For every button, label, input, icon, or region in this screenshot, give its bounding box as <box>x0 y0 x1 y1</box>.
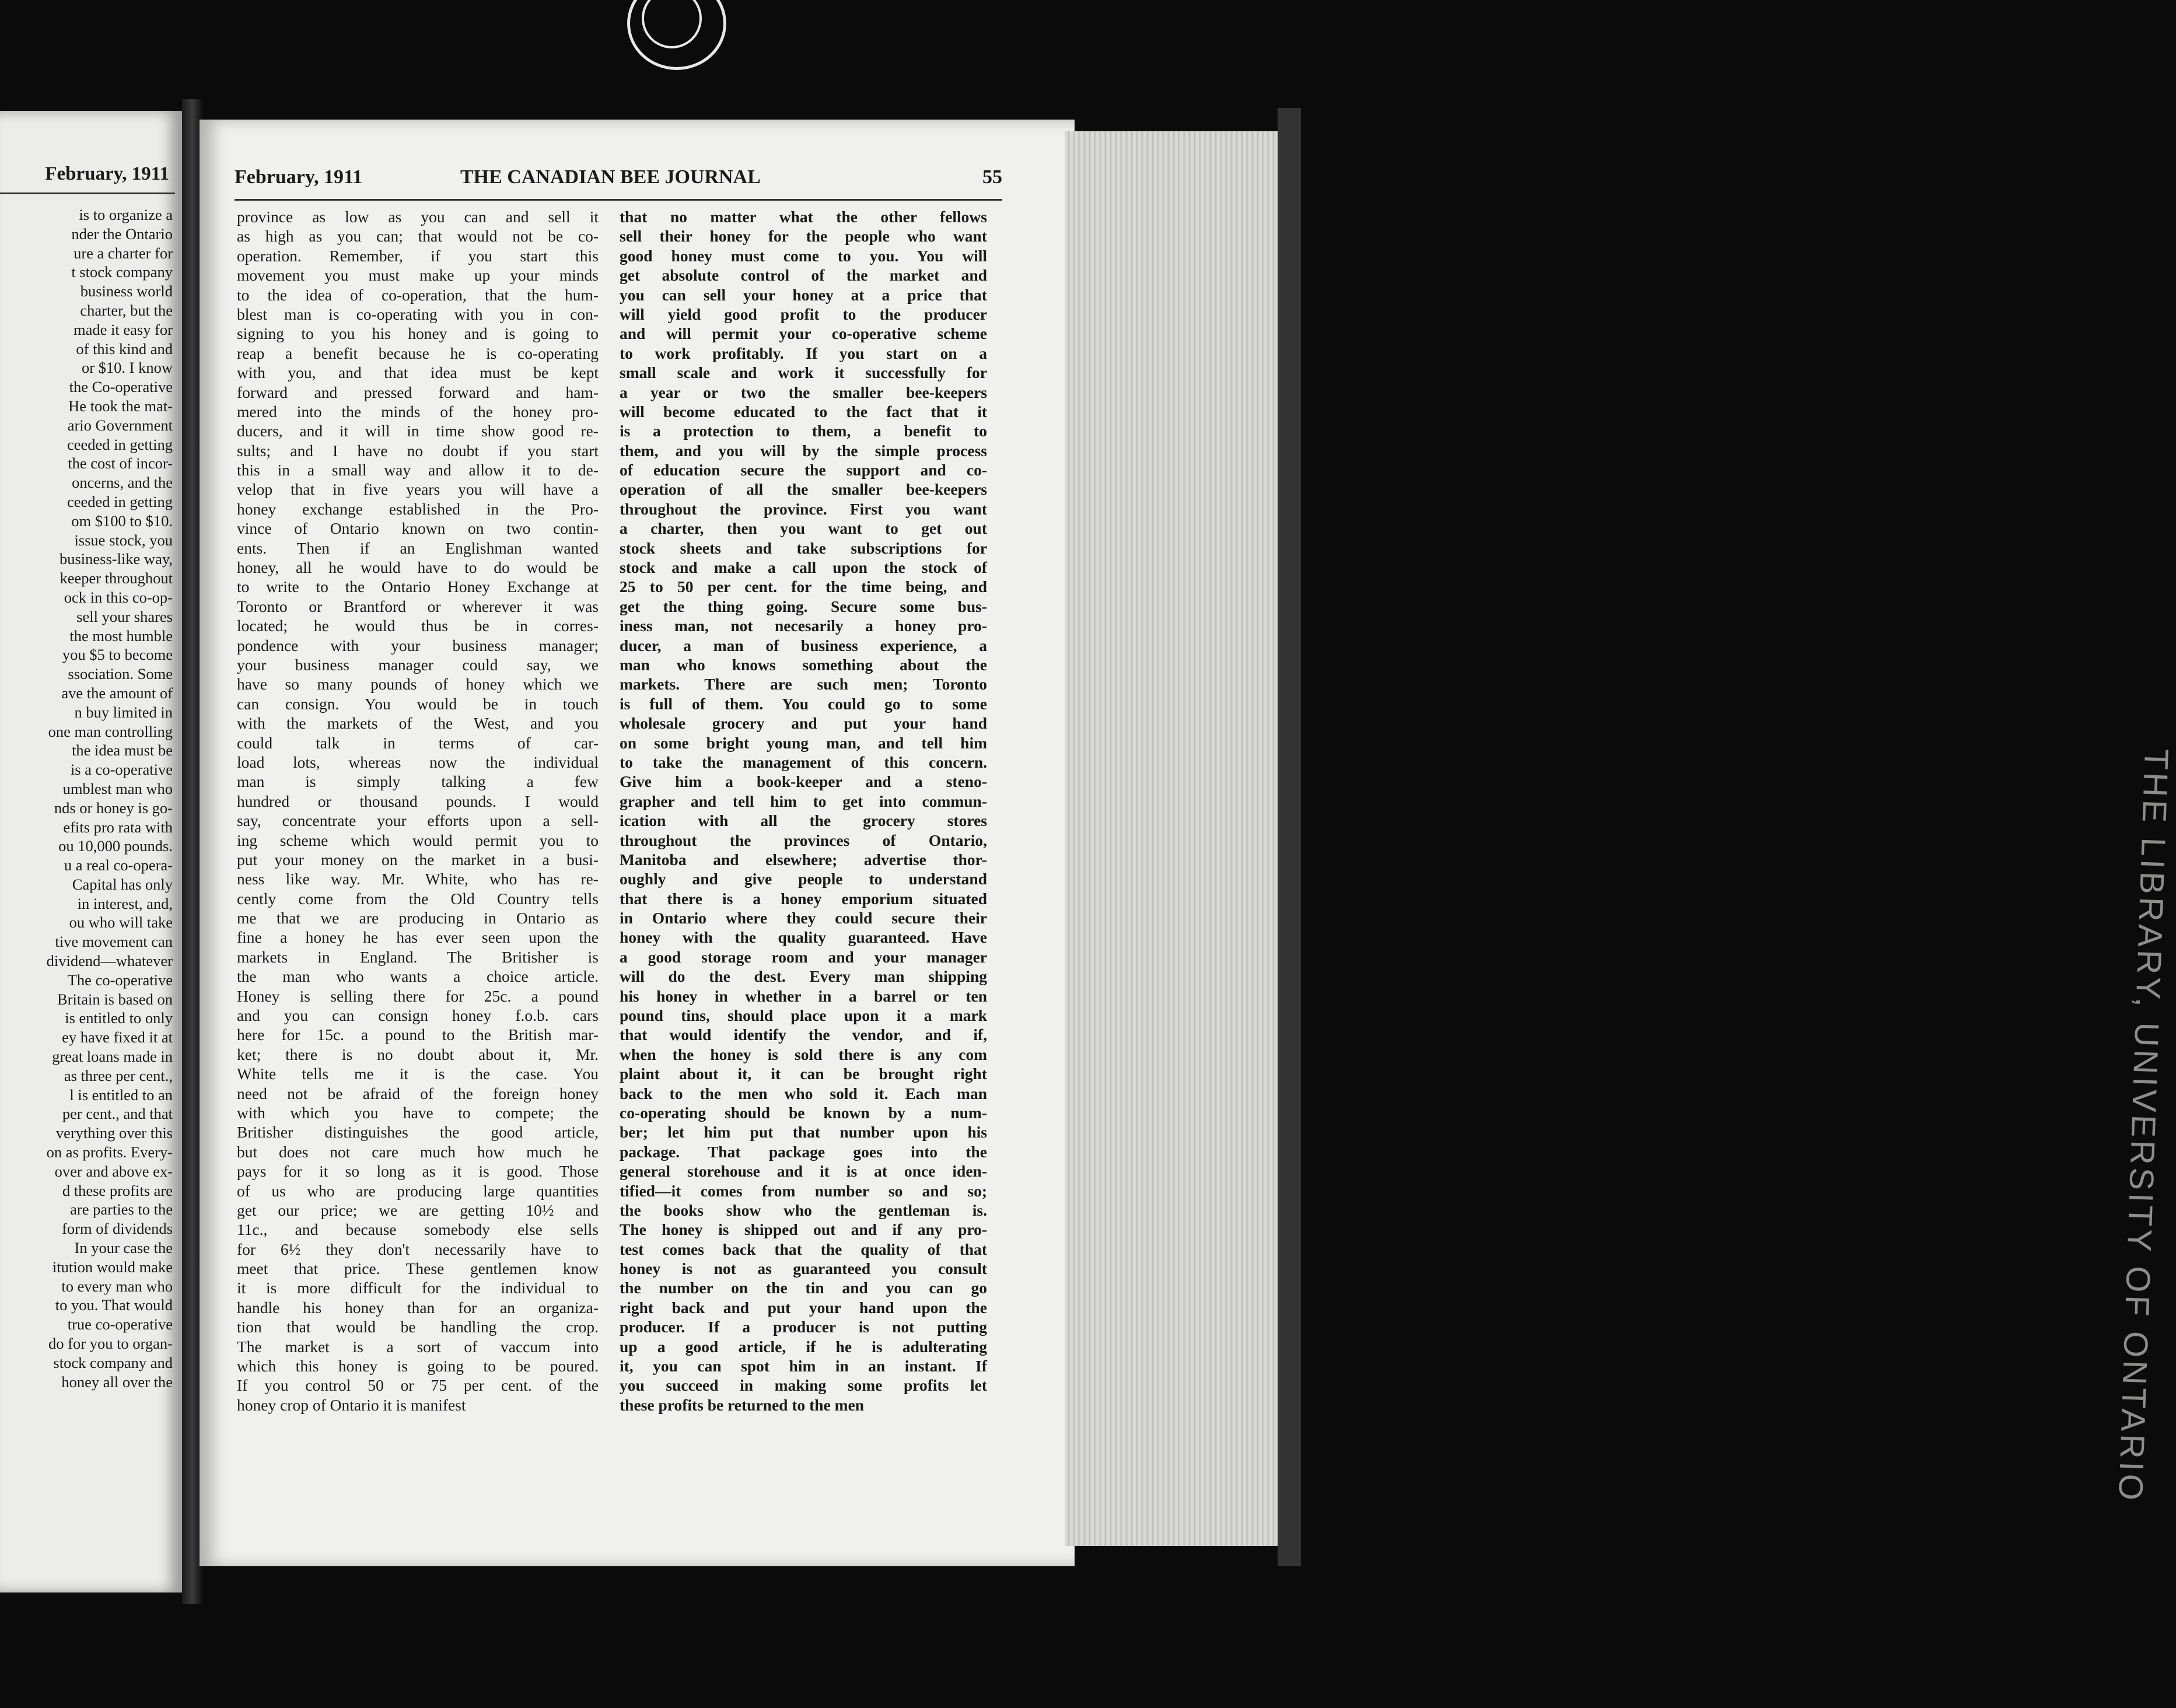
text-line: here for 15c. a pound to the British mar- <box>237 1026 599 1044</box>
header-date: February, 1911 <box>235 166 363 188</box>
left-page-header-date: February, 1911 <box>45 163 169 184</box>
left-header-rule <box>0 192 175 194</box>
text-line: test comes back that the quality of that <box>620 1240 987 1258</box>
text-line: have so many pounds of honey which we <box>237 675 599 694</box>
text-line: ceeded in getting <box>67 492 173 510</box>
text-line: that there is a honey emporium situated <box>620 889 987 908</box>
text-line: throughout the province. First you want <box>620 499 987 518</box>
text-line: the cost of incor- <box>68 454 173 473</box>
text-line: stock company and <box>53 1353 173 1371</box>
header-rule <box>235 199 1002 201</box>
text-line: is a protection to them, a benefit to <box>620 422 987 440</box>
text-line: markets. There are such men; Toronto <box>620 675 987 694</box>
text-line: t stock company <box>71 263 173 281</box>
text-line: per cent., and that <box>62 1105 173 1123</box>
text-line: plaint about it, it can be brought right <box>620 1065 987 1083</box>
text-line: Honey is selling there for 25c. a pound <box>237 986 599 1005</box>
text-line: White tells me it is the case. You <box>237 1065 599 1083</box>
text-line: which this honey is going to be poured. <box>237 1357 599 1376</box>
text-line: forward and pressed forward and ham- <box>237 383 599 401</box>
text-line: grapher and tell him to get into commun- <box>620 792 987 810</box>
text-line: good honey must come to you. You will <box>620 246 987 265</box>
text-line: Toronto or Brantford or wherever it was <box>237 597 599 615</box>
text-line: say, concentrate your efforts upon a sell- <box>237 811 599 830</box>
left-facing-page <box>0 111 182 1592</box>
text-line: will yield good profit to the producer <box>620 304 987 323</box>
text-line: honey crop of Ontario it is manifest <box>237 1395 466 1414</box>
text-line: true co-operative <box>67 1315 173 1334</box>
text-line: sell their honey for the people who want <box>620 227 987 246</box>
text-line: a year or two the smaller bee-keepers <box>620 383 987 401</box>
text-line: with you, and that idea must be kept <box>237 363 599 382</box>
text-line: this in a small way and allow it to de- <box>237 461 599 480</box>
text-line: on as profits. Every- <box>46 1143 173 1161</box>
text-line: ssociation. Some <box>68 665 173 683</box>
text-line: is full of them. You could go to some <box>620 694 987 713</box>
text-line: dividend—whatever <box>46 952 173 970</box>
text-line: need not be afraid of the foreign honey <box>237 1084 599 1102</box>
text-line: his honey in whether in a barrel or ten <box>620 986 987 1005</box>
text-line: made it easy for <box>74 320 173 338</box>
text-line: that would identify the vendor, and if, <box>620 1026 987 1044</box>
text-line: sults; and I have no doubt if you start <box>237 441 599 460</box>
text-line: right back and put your hand upon the <box>620 1298 987 1317</box>
text-line: keeper throughout <box>60 569 173 587</box>
text-line: of education secure the support and co- <box>620 461 987 480</box>
text-line: is a co-operative <box>70 761 173 779</box>
text-line: ey have fixed it at <box>62 1028 173 1046</box>
text-line: ents. Then if an Englishman wanted <box>237 538 599 557</box>
running-header <box>235 166 1037 195</box>
text-line: you succeed in making some profits let <box>620 1376 987 1395</box>
right-page <box>200 120 1075 1566</box>
text-line: of this kind and <box>76 340 173 358</box>
text-line: the man who wants a choice article. <box>237 967 599 986</box>
text-line: blest man is co-operating with you in con- <box>237 304 599 323</box>
text-line: 11c., and because somebody else sells <box>237 1220 599 1239</box>
text-line: them, and you will by the simple process <box>620 441 987 460</box>
text-line: that no matter what the other fellows <box>620 208 987 226</box>
text-line: ber; let him put that number upon his <box>620 1123 987 1142</box>
text-line: with the markets of the West, and you <box>237 714 599 733</box>
text-line: pays for it so long as it is good. Those <box>237 1162 599 1181</box>
text-line: get absolute control of the market and <box>620 266 987 285</box>
text-line: ducer, a man of business experience, a <box>620 636 987 654</box>
text-line: meet that price. These gentlemen know <box>237 1259 599 1278</box>
text-line: Britain is based on <box>57 990 173 1008</box>
text-line: ducers, and it will in time show good re- <box>237 422 599 440</box>
text-line: is entitled to only <box>65 1009 173 1027</box>
text-line: man is simply talking a few <box>237 772 599 791</box>
text-line: put your money on the market in a busi- <box>237 850 599 869</box>
text-line: wholesale grocery and put your hand <box>620 714 987 733</box>
text-line: reap a benefit because he is co-operating <box>237 344 599 362</box>
text-column-right <box>620 207 987 1415</box>
text-line: to the idea of co-operation, that the hum- <box>237 285 599 304</box>
text-line: package. That package goes into the <box>620 1142 987 1161</box>
text-line: you $5 to become <box>62 646 173 664</box>
text-line: efits pro rata with <box>63 818 173 836</box>
text-line: honey with the quality guaranteed. Have <box>620 928 987 947</box>
text-line: honey, all he would have to do would be <box>237 558 599 577</box>
text-line: over and above ex- <box>54 1162 173 1180</box>
text-line: one man controlling <box>48 722 173 740</box>
text-line: issue stock, you <box>74 531 173 549</box>
text-line: tified—it comes from number so and so; <box>620 1181 987 1200</box>
text-line: will become educated to the fact that it <box>620 402 987 421</box>
text-line: Capital has only <box>72 875 173 893</box>
text-line: honey exchange established in the Pro- <box>237 499 599 518</box>
text-line: throughout the provinces of Ontario, <box>620 831 987 849</box>
text-line: to work profitably. If you start on a <box>620 344 987 362</box>
text-line: get the thing going. Secure some bus- <box>620 597 987 615</box>
text-line: great loans made in <box>52 1048 173 1066</box>
text-line: The market is a sort of vaccum into <box>237 1337 599 1356</box>
text-line: verything over this <box>55 1124 173 1142</box>
text-line: nder the Ontario <box>71 225 173 243</box>
text-line: l is entitled to an <box>69 1086 173 1104</box>
text-line: the books show who the gentleman is. <box>620 1200 987 1219</box>
text-line: pound tins, should place upon it a mark <box>620 1006 987 1025</box>
text-line: tion that would be handling the crop. <box>237 1318 599 1336</box>
text-line: hundred or thousand pounds. I would <box>237 792 599 810</box>
text-line: ock in this co-op- <box>64 588 173 606</box>
text-line: to take the management of this concern. <box>620 752 987 771</box>
text-line: ket; there is no doubt about it, Mr. <box>237 1045 599 1063</box>
text-line: your business manager could say, we <box>237 655 599 674</box>
text-line: markets in England. The Britisher is <box>237 947 599 966</box>
text-line: it is more difficult for the individual to <box>237 1279 599 1297</box>
text-line: of us who are producing large quantities <box>237 1181 599 1200</box>
text-line: a charter, then you want to get out <box>620 519 987 538</box>
text-line: Give him a book-keeper and a steno- <box>620 772 987 791</box>
text-line: d these profits are <box>62 1181 173 1199</box>
text-line: vince of Ontario known on two contin- <box>237 519 599 538</box>
text-line: are parties to the <box>70 1200 173 1219</box>
text-line: up a good article, if he is adulterating <box>620 1337 987 1356</box>
text-line: operation of all the smaller bee-keepers <box>620 480 987 499</box>
text-line: velop that in five years you will have a <box>237 480 599 499</box>
text-line: charter, but the <box>80 301 173 319</box>
text-line: producer. If a producer is not putting <box>620 1318 987 1336</box>
text-line: oughly and give people to understand <box>620 870 987 888</box>
text-line: will do the dest. Every man shipping <box>620 967 987 986</box>
book-page-edges <box>1065 131 2176 1546</box>
text-line: is to organize a <box>79 206 173 223</box>
text-line: ure a charter for <box>74 244 173 262</box>
text-line: the number on the tin and you can go <box>620 1279 987 1297</box>
text-line: the Co-operative <box>69 378 173 396</box>
text-line: movement you must make up your minds <box>237 266 599 285</box>
text-line: 25 to 50 per cent. for the time being, and <box>620 578 987 596</box>
text-line: In your case the <box>74 1239 173 1257</box>
text-line: ou who will take <box>69 914 173 932</box>
text-line: Manitoba and elsewhere; advertise thor- <box>620 850 987 869</box>
text-line: itution would make <box>52 1258 173 1276</box>
text-line: business-like way, <box>59 550 173 568</box>
text-line: these profits be returned to the men <box>620 1395 865 1414</box>
text-line: tive movement can <box>55 933 173 951</box>
text-line: honey is not as guaranteed you consult <box>620 1259 987 1278</box>
text-line: form of dividends <box>62 1220 173 1238</box>
journal-title: THE CANADIAN BEE JOURNAL <box>460 166 761 188</box>
text-line: to every man who <box>61 1277 173 1295</box>
text-line: sell your shares <box>76 607 173 625</box>
text-line: for 6½ they don't necessarily have to <box>237 1240 599 1258</box>
text-line: nds or honey is go- <box>54 799 173 817</box>
text-line: small scale and work it successfully for <box>620 363 987 382</box>
text-line: man who knows something about the <box>620 655 987 674</box>
text-line: business world <box>80 282 173 300</box>
text-line: but does not care much how much he <box>237 1142 599 1161</box>
text-line: a good storage room and your manager <box>620 947 987 966</box>
book-binding <box>1278 108 1301 1566</box>
text-line: and will permit your co-operative scheme <box>620 324 987 343</box>
text-line: signing to you his honey and is going to <box>237 324 599 343</box>
text-line: pondence with your business manager; <box>237 636 599 654</box>
text-line: or $10. I know <box>81 359 173 377</box>
text-line: as three per cent., <box>64 1066 173 1084</box>
text-line: as high as you can; that would not be co- <box>237 227 599 246</box>
text-line: If you control 50 or 75 per cent. of the <box>237 1376 599 1395</box>
left-page-text-column <box>0 205 173 1391</box>
text-line: The co-operative <box>67 971 173 989</box>
text-line: the most humble <box>69 626 173 645</box>
text-line: on some bright young man, and tell him <box>620 733 987 752</box>
text-line: stock and make a call upon the stock of <box>620 558 987 577</box>
text-line: cently come from the Old Country tells <box>237 889 599 908</box>
text-line: load lots, whereas now the individual <box>237 752 599 771</box>
text-line: om $100 to $10. <box>71 512 173 530</box>
text-column-left <box>237 207 599 1415</box>
text-line: get our price; we are getting 10½ and <box>237 1200 599 1219</box>
text-line: ou 10,000 pounds. <box>58 837 173 855</box>
text-line: in interest, and, <box>77 894 173 912</box>
library-stamp: THE LIBRARY, UNIVERSITY OF ONTARIO <box>2111 748 2176 1504</box>
page-number: 55 <box>982 166 1002 188</box>
text-line: located; he would thus be in corres- <box>237 617 599 635</box>
text-line: co-operating should be known by a num- <box>620 1103 987 1122</box>
text-line: ario Government <box>67 416 173 434</box>
text-line: in Ontario where they could secure their <box>620 909 987 928</box>
text-line: fine a honey he has ever seen upon the <box>237 928 599 947</box>
text-line: the idea must be <box>72 741 173 760</box>
text-line: when the honey is sold there is any com <box>620 1045 987 1063</box>
text-line: He took the mat- <box>68 397 173 415</box>
text-line: honey all over the <box>61 1373 173 1391</box>
text-line: ication with all the grocery stores <box>620 811 987 830</box>
text-line: u a real co-opera- <box>64 856 173 874</box>
text-line: umblest man who <box>62 779 173 797</box>
text-line: back to the men who sold it. Each man <box>620 1084 987 1102</box>
text-line: operation. Remember, if you start this <box>237 246 599 265</box>
text-line: to you. That would <box>55 1296 173 1314</box>
text-line: it, you can spot him in an instant. If <box>620 1357 987 1376</box>
text-line: ing scheme which would permit you to <box>237 831 599 849</box>
text-line: general storehouse and it is at once iden- <box>620 1162 987 1181</box>
text-line: you can sell your honey at a price that <box>620 285 987 304</box>
text-line: iness man, not necesarily a honey pro- <box>620 617 987 635</box>
text-line: ave the amount of <box>61 684 173 702</box>
text-line: Britisher distinguishes the good article, <box>237 1123 599 1142</box>
text-line: me that we are producing in Ontario as <box>237 909 599 928</box>
text-line: handle his honey than for an organiza- <box>237 1298 599 1317</box>
text-line: and you can consign honey f.o.b. cars <box>237 1006 599 1025</box>
text-line: ness like way. Mr. White, who has re- <box>237 870 599 888</box>
text-line: The honey is shipped out and if any pro- <box>620 1220 987 1239</box>
text-line: mered into the minds of the honey pro- <box>237 402 599 421</box>
text-line: n buy limited in <box>74 703 173 721</box>
text-line: with which you have to compete; the <box>237 1103 599 1122</box>
text-line: could talk in terms of car- <box>237 733 599 752</box>
text-line: ceeded in getting <box>67 435 173 453</box>
text-line: province as low as you can and sell it <box>237 208 599 226</box>
text-line: do for you to organ- <box>48 1335 173 1353</box>
text-line: stock sheets and take subscriptions for <box>620 538 987 557</box>
text-line: to write to the Ontario Honey Exchange at <box>237 578 599 596</box>
text-line: oncerns, and the <box>72 474 173 492</box>
text-line: can consign. You would be in touch <box>237 694 599 713</box>
